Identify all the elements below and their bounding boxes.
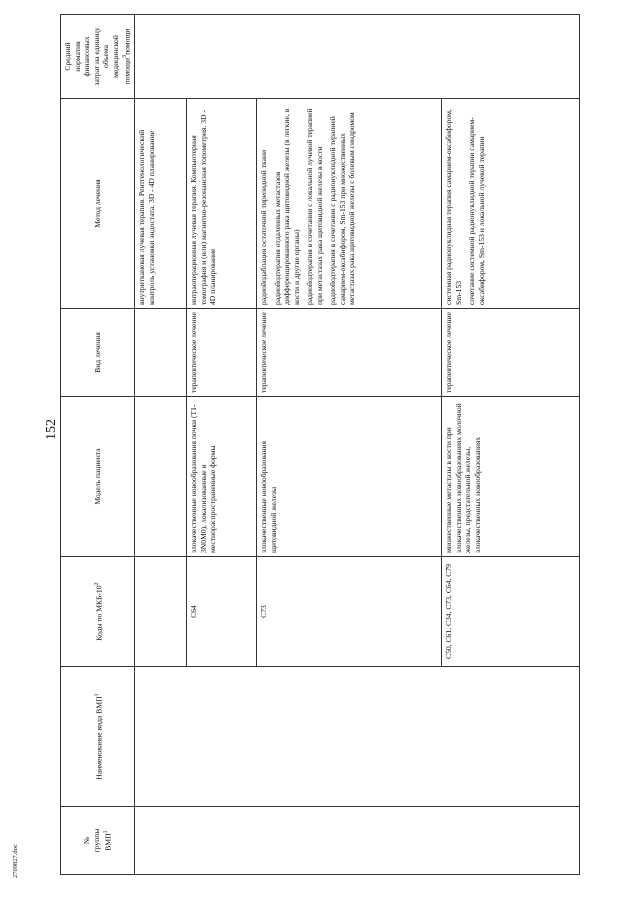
cell-method: внутритканевая лучевая терапия. Рентгенологический контроль установки эндостата. 3D - 4D планирование bbox=[135, 99, 187, 309]
header-vmp-name: Наименование вида ВМП$^1$ bbox=[61, 667, 135, 807]
header-treatment-type: Вид лечения bbox=[61, 309, 135, 397]
cell-cost bbox=[135, 15, 580, 99]
cell-method: системная радионуклидная терапия самарием-оксабифором, Sm-153 сочетание системной радионуклидной терапии самарием-оксабифором, Sm-153 и локальной лучевой терапии bbox=[442, 99, 580, 309]
cell-model: множественные метастазы в кости при злокачественных новообразованиях молочной железы, предстательной железы, злокачественных новообразованиях bbox=[442, 397, 580, 557]
cell-type: терапевтическое лечение bbox=[442, 309, 580, 397]
footer-file-reference: 2709827.doc bbox=[12, 844, 19, 878]
header-icd-codes: Коды по МКБ-$10^2$ bbox=[61, 557, 135, 667]
cell-type: терапевтическое лечение bbox=[257, 309, 442, 397]
cell-type: терапевтическое лечение bbox=[187, 309, 257, 397]
cell-code: C73 bbox=[257, 557, 442, 667]
page-number: 152 bbox=[44, 419, 59, 440]
header-group-no: № группы ВМП$^1$ bbox=[61, 807, 135, 875]
cell-method: радиойодаблация остаточной тиреоидной ткани радиойодтерапия отдаленных метастазов дифференцированного рака щитовидной железы (в легкие, в кости и другие органы) радиойодтерапия в сочетании с локальной лучевой терапией при метастазах рака щитовидной железы в кости радиойодтерапия в сочетании с радионуклидной терапией самарием-оксабифором, Sm-153 при множественных метастазах рака щитовидной железы с болевым синдромом bbox=[257, 99, 442, 309]
cell-group-no bbox=[135, 807, 580, 875]
cell-method: интраоперационная лучевая терапия. Компьютерная томография и (или) магнитно-резонансная топометрия. 3D - 4D планирование bbox=[187, 99, 257, 309]
table-row bbox=[135, 15, 187, 875]
header-patient-model: Модель пациента bbox=[61, 397, 135, 557]
cell-vmp-name bbox=[135, 667, 580, 807]
cell-code bbox=[135, 557, 187, 667]
cell-model: злокачественные новообразования щитовидной железы bbox=[257, 397, 442, 557]
cell-model: злокачественные новообразования почки (T1-3N0M0), локализованные и местнораспространенные формы bbox=[187, 397, 257, 557]
header-treatment-method: Метод лечения bbox=[61, 99, 135, 309]
rotated-table-container bbox=[60, 15, 580, 875]
cell-type bbox=[135, 309, 187, 397]
header-cost: Средний норматив финансовых затрат на единицу объема медицинской помощи$^3$помощи bbox=[61, 15, 135, 99]
header-row bbox=[61, 15, 135, 875]
vmp-table bbox=[60, 14, 580, 875]
cell-code: C64 bbox=[187, 557, 257, 667]
cell-model bbox=[135, 397, 187, 557]
cell-code: C50, C61, C34, C73, C64, C79 bbox=[442, 557, 580, 667]
